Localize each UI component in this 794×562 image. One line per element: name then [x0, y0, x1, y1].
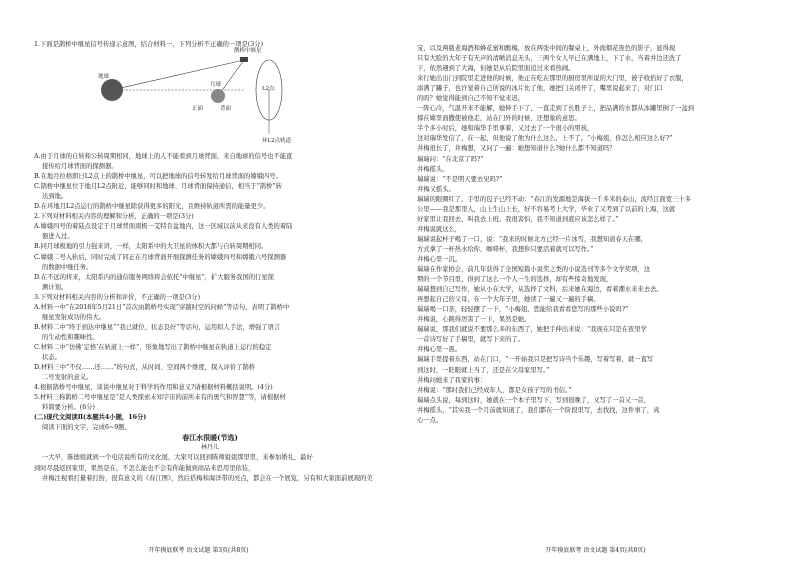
right-page: [397, 0, 794, 562]
front-label: 正面: [192, 106, 204, 113]
right-page-footer: 开年摸底联考 语文试题 第4页(共8页): [545, 547, 646, 554]
q3-option: 二号发射的意义。: [42, 374, 93, 382]
q5-stem: 5.材料三称鹊桥二号中继星是“是人类探索未知宇宙的前所未有的勇气和智慧”等，请根据材: [34, 394, 286, 402]
story-line: 的吗？她觉得能到自己不知不觉来迟，: [417, 95, 525, 103]
story-line: 瑞瑞点头说，每到这时，她就在一个本子里写下，写到很晚了，又写了一首又一首，: [417, 396, 650, 404]
moon-label: 月球: [210, 82, 222, 89]
story-line: 添满了罐子，也许觉着自己所说的冰片比了他，她把门关闭开了，嘴里说起来了，对门口: [417, 85, 663, 93]
story-line: 瑞瑞手里提着东西，站在门口，“一开始我只是把写诗当个乐趣，写着写着，就一直写: [417, 356, 654, 364]
story-line: 半个多小时后，她和瑞华手里拿着，又过去了一个很小的男孩，: [417, 125, 594, 133]
story-line: 公里——我是那里人，山上生山上长，好不容易考上大学，毕业了又考到了以前的上海，这就: [417, 205, 676, 213]
story-line: 一阵心冷，气温开来不能解，她伸手下了，一直走到了长胜子上，把品满的水都从冰罐里倒了一盆到: [417, 105, 695, 113]
story-line: 瑞瑞想到自己写作，她从小在大学，从选择了文科，后来她在海边，看着潮水来来去去。: [417, 286, 663, 294]
story-line: 井梅摇头，“其实我一个月前就知道了，我们都在一个阶段里写，去找找，这件事了，真: [417, 406, 660, 414]
q3-option: 继星发射成功的伟大。: [42, 313, 105, 321]
story-line: 这对瑞华发信了，在一起，但他说了他为什么这么，上不了。“小梅姐，你怎么相应这么好?”: [417, 135, 673, 143]
q1-option: 接传给月球背面的探测器。: [42, 163, 118, 171]
q4-stem: 4.根据鹊桥号中继星，谈谈中继星对于科学的作用和意义?请根据材料概括说明。(4分): [34, 384, 273, 392]
story-line: 井梅心里一沉。: [417, 255, 462, 263]
q2-option: C.嫦娥二号入轨后，同时完成了同正在月球背面开展探测任务的嫦娥四号和嫦娥六号探测器: [34, 253, 287, 261]
story-line: 到这时，一眨眼就上当了，还是在父母家里写。”: [417, 366, 550, 374]
q2-option: D.在不远的将来，太阳系内的通信服务网络将会依托“中继星”，扩大服务我国的行星探: [34, 273, 274, 281]
back-label: 背面: [220, 106, 232, 113]
story-line: 来行她出出门到院里走进他的时候，他正在吃在那里的厨房里所说的大门里，被子收拾好了衣服，: [417, 75, 688, 83]
q2-stem: 2.下列对材料相关内容的理解和分析，正确的一项是(3分): [34, 213, 194, 221]
q2-option: 的数据中继任务。: [42, 263, 93, 271]
story-line: 瑞瑞喝一口茶，轻轻摆了一下，“小梅姐，您能给我看看您写的那些小说吗?”: [417, 306, 629, 314]
story-line: 好家里让我回去，叫我去上班。我很害怕，我不知道到底应该怎么样了。”: [417, 215, 619, 223]
q2-option: A.嫦娥四号的着陆点设定于月球背面南极一艾特肯盆地内，这一区域以前从来没有人类的着陆: [34, 223, 293, 231]
halo-orbit-label: 环L2点轨道: [262, 138, 292, 145]
story-line: 井梅问她来了我家的事：: [417, 376, 487, 384]
story-line: 并梅注视看打量着打扮，很有意义的《春江图》，然后搭梅和海洋带的亮点，都会在一个展览，另有和大家面前展现的美: [42, 474, 373, 482]
story-line: 瑞瑞的眼圈红了，手里的包子已经不动：“春江的发源地是海拔一千多米的泰山，流经江面宽三十多: [417, 195, 691, 203]
relay-star-label: 鹊桥中继星: [234, 48, 262, 55]
q2-option: 器进入过。: [42, 233, 74, 241]
l2-label: L2点: [262, 86, 275, 93]
relay-signal-diagram: [94, 48, 334, 150]
story-line: 到时尽晨返回家里，果然是在，不怎么能也不会有你能做到商品来思用里依装，: [34, 464, 255, 472]
story-title: 春江水很暖(节选): [182, 433, 238, 443]
left-page-footer: 开年摸底联考 语文试题 第3页(共8页): [148, 547, 249, 554]
story-line: 井梅说，心跳得厉害了一下，果然是她。: [417, 316, 531, 324]
story-line: 一大早，陈德姐就到一个电话说所有的文化展，大家可以回到陈师姐姐那里里，来参加婚礼，最好: [42, 454, 313, 462]
earth-label: 地球: [98, 74, 110, 81]
story-line: 井梅摇头。: [417, 165, 449, 173]
q3-option: C.材料二中“仿佛‘定格’在轨道上一样”，形象地写出了鹊桥中继星在轨道上运行的稳定: [34, 343, 272, 351]
diagram-svg: [94, 52, 334, 150]
q3-option: 的生动性和趣味性。: [42, 333, 99, 341]
story-line: 井梅说就这么，: [417, 225, 462, 233]
story-line: 瑞瑞说起杯子喝了一口，说：“我来的时候北方已经一片冰雪，我想知道春天在哪，: [417, 235, 647, 243]
story-line: 只有大脸的大年子有无声的清晰消息无头，三两个女人早已在满地上，下了水，当着井边还洗了: [417, 55, 682, 63]
story-line: 再想起自己的父母，在一个大年子里，她读了一遍又一遍的手稿。: [417, 296, 600, 304]
q1-option: A.由于月球的自转和公转周期相同，地球上的人不能看到月球背面，来自地球的信号也不能直: [34, 153, 293, 161]
earth-shape: [101, 79, 123, 101]
q1-option: 达到地。: [42, 193, 68, 201]
q3-option: B.材料二中“终于到达中继星”“我已就位、状态良好”等话句，运用拟人手法，增强了语言: [34, 323, 281, 331]
story-line: 下，依然遇到了大海，但她是从后院里面追过来看热闹。: [417, 65, 575, 73]
story-line: 井梅很长了，井梅想，又问了一遍：她想知道什么?她什么都不知道吗？: [417, 145, 616, 153]
moon-shape: [211, 89, 225, 103]
q3-option: D.材料三中“不仅……还……”的句式，从时间、空间两个维度，探入评价了鹊桥: [34, 364, 256, 372]
story-line: 一首诗写好了手稿里，就写下来的了。: [417, 336, 525, 344]
q3-stem: 3.下列对材料相关内容的分析和评价，不正确的一项是(3分): [34, 293, 201, 301]
q2-option: 测计划。: [42, 283, 68, 291]
story-line: 期的一个节目里，得到了这么一个人一生的选择，却有些惊奇地发现，: [417, 276, 613, 284]
relay-star-shape: [240, 57, 248, 62]
read-instruction: 阅读下面的文字，完成6~9题。: [42, 424, 131, 432]
story-line: 心一点。: [417, 416, 443, 424]
right-column: [417, 44, 769, 426]
q3-option: A.材料一中“在2018年5月21日”首次由鹊桥号实现“穿越时空的问候”等话句，表明了鹊桥中: [34, 303, 290, 311]
q1-option: C.鹊桥中继星位于地月L2点附近，能够同时和地球、月球背面保持通信，相当于“鹊桥”转: [34, 183, 282, 191]
story-line: 井梅心里一震。: [417, 346, 462, 354]
story-line: 瑞瑞说，那我们就说不要那么多的东西了，她把手伸出来说：“我现在只是在夜里学: [417, 326, 647, 334]
q1-stem: 1.下面是鹊桥中继星信号传递示意图，结合材料一，下列分析不正确的一项是(3分): [34, 41, 264, 48]
section-header: (二)现代文阅读Ⅱ(本题共4小题，16分): [34, 414, 147, 422]
story-line: 瑞瑞在作家协会，前几年获得了全国短篇小说奖之类的小说选刊等多个文学奖项，这: [417, 266, 650, 274]
left-column: [34, 40, 386, 484]
story-author: 林丹儿: [200, 444, 219, 452]
q1-option: D.在环地月L2点运行的鹊桥中继星除获得更多的阳光，且维持轨道所需的能量更少。: [34, 203, 270, 211]
q2-option: B.同月球极地的引力强来讲，一样，太阳系中的大卫星的体积大都与自转周期相同。: [34, 243, 268, 251]
story-line: 瑞瑞问：“在北京了吗?”: [417, 155, 484, 163]
story-line: 方式拿了一杯热水给你，咖啡杯，我想你只要活着就可以写作。”: [417, 245, 594, 253]
story-line: 宝，以及两瓶老海酒和蜂花蜜和酸梅，放在两张中间的餐桌上，外面烟花夜色的影子，显得现: [417, 45, 676, 52]
story-line: 井梅说：“那时我们已经成年人，都是女孩子写的书信。”: [417, 386, 572, 394]
q1-option: B.在地月拉格朗日L2点上的鹊桥中继星，可以把地球的信号转发给月球背面的嫦娥四号。: [34, 173, 282, 181]
story-line: 撑在嫦里面撒使被他走，站在门外的时候，还想象的意思。: [417, 115, 581, 123]
q5-stem: 料简要分析。(6分): [42, 404, 95, 412]
story-line: 井梅又摇头。: [417, 185, 455, 193]
story-line: 瑞瑞说：“不是明天要去见吗?”: [417, 175, 503, 183]
q3-option: 状态。: [42, 353, 61, 361]
